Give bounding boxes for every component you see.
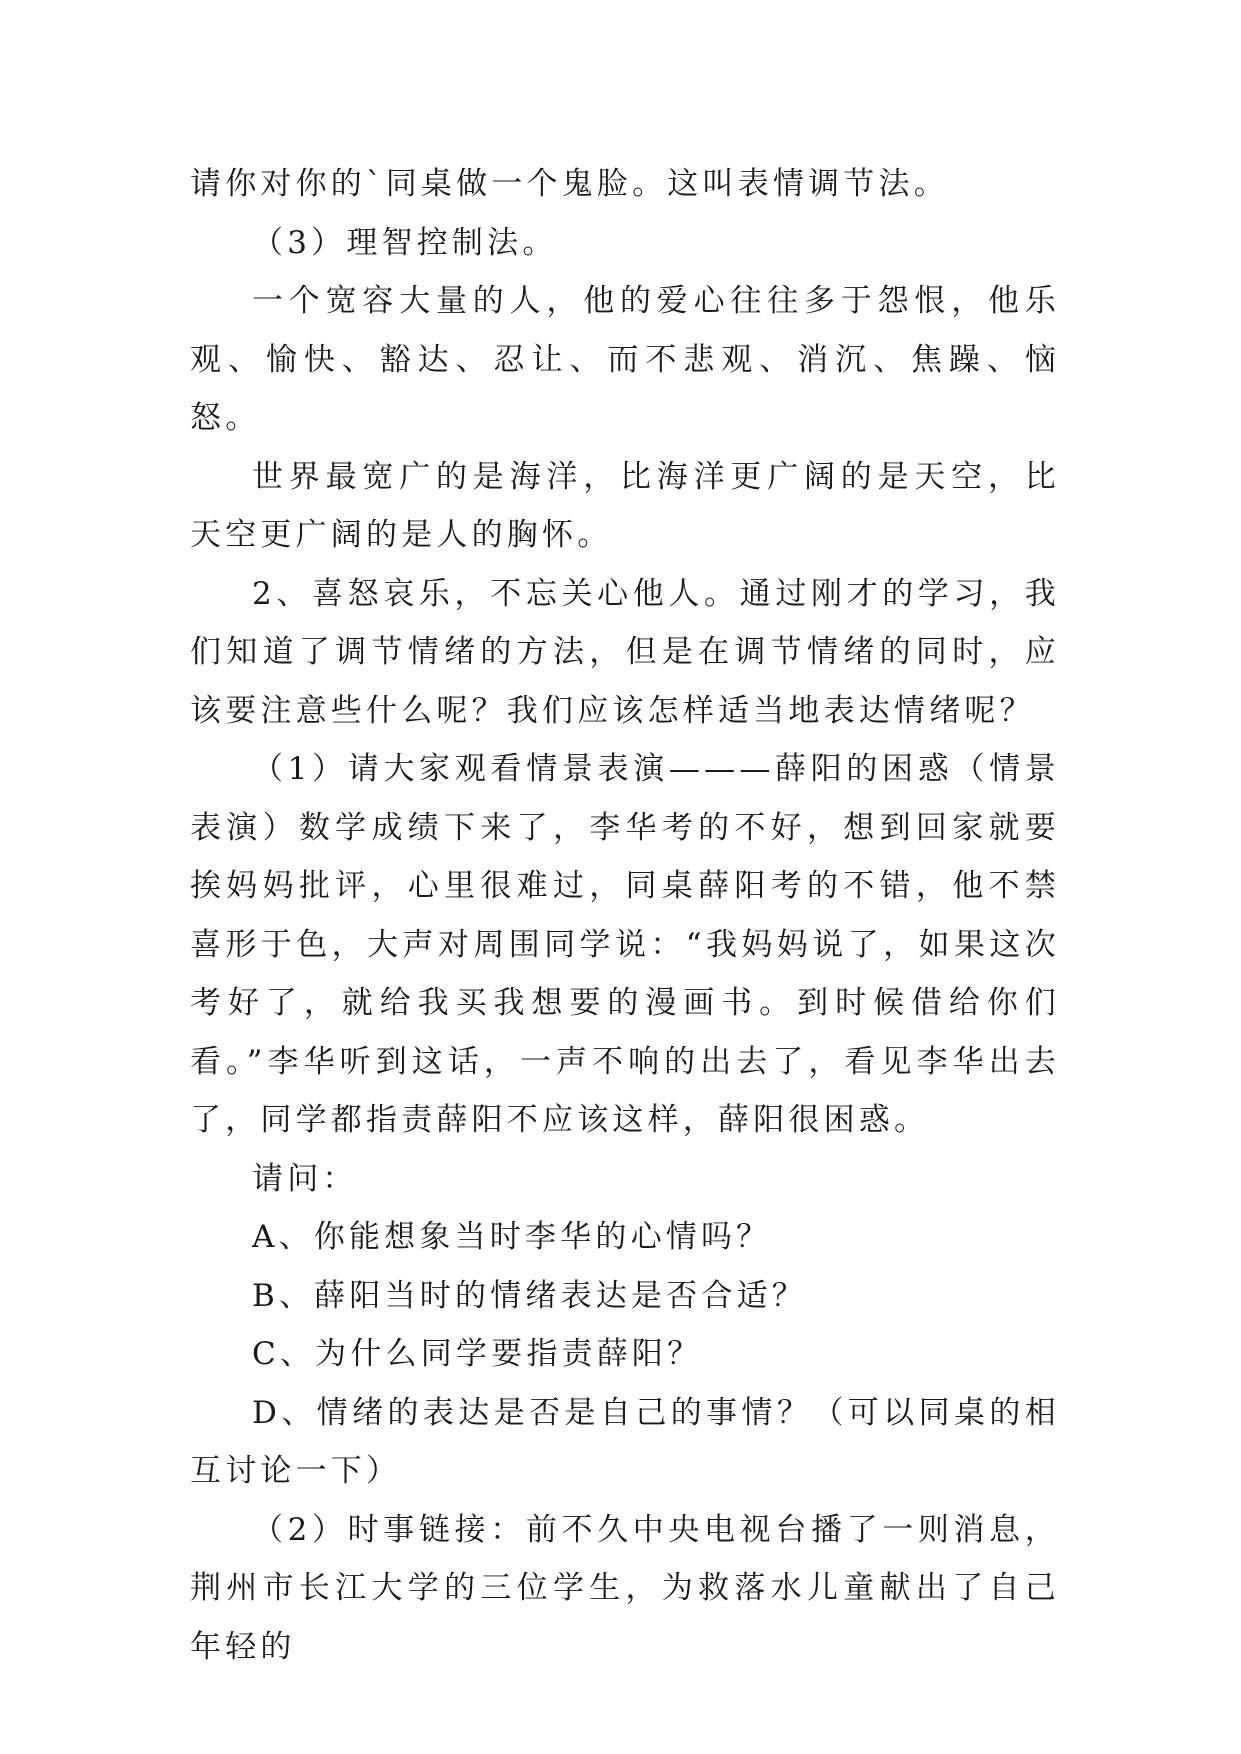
paragraph-current-events: （2）时事链接：前不久中央电视台播了一则消息，荆州市长江大学的三位学生，为救落水儿童献出了自己年轻的 — [190, 1511, 1060, 1665]
heading-rational-control: （3）理智控制法。 — [252, 224, 558, 261]
paragraph-care-for-others: 2、喜怒哀乐，不忘关心他人。通过刚才的学习，我们知道了调节情绪的方法，但是在调节情绪的同时，应该要注意些什么呢？我们应该怎样适当地表达情绪呢？ — [190, 575, 1060, 729]
label-questions: 请问： — [252, 1160, 358, 1197]
question-a: A、你能想象当时李华的心情吗？ — [252, 1219, 772, 1255]
paragraph-tolerant-person: 一个宽容大量的人，他的爱心往往多于怨恨，他乐观、愉快、豁达、忍让、而不悲观、消沉、焦躁、恼怒。 — [190, 283, 1060, 436]
document-body — [190, 155, 1060, 1676]
paragraph-expression-method: 请你对你的`同桌做一个鬼脸。这叫表情调节法。 — [190, 166, 949, 202]
paragraph-scenario-performance: （1）请大家观看情景表演———薛阳的困惑（情景表演）数学成绩下来了，李华考的不好，想到回家就要挨妈妈批评，心里很难过，同桌薛阳考的不错，他不禁喜形于色，大声对周围同学说：“我妈妈说了，如果这次考好了，就给我买我想要的漫画书。到时候借给你们看。”李华听到这话，一声不响的出去了，看见李华出去了，同学都指责薛阳不应该这样，薛阳很困惑。 — [190, 751, 1060, 1138]
question-d: D、情绪的表达是否是自己的事情？（可以同桌的相互讨论一下） — [190, 1394, 1060, 1489]
question-b: B、薛阳当时的情绪表达是否合适？ — [252, 1277, 807, 1314]
paragraph-broad-mind: 世界最宽广的是海洋，比海洋更广阔的是天空，比天空更广阔的是人的胸怀。 — [190, 458, 1060, 553]
question-c: C、为什么同学要指责薛阳？ — [252, 1336, 703, 1372]
